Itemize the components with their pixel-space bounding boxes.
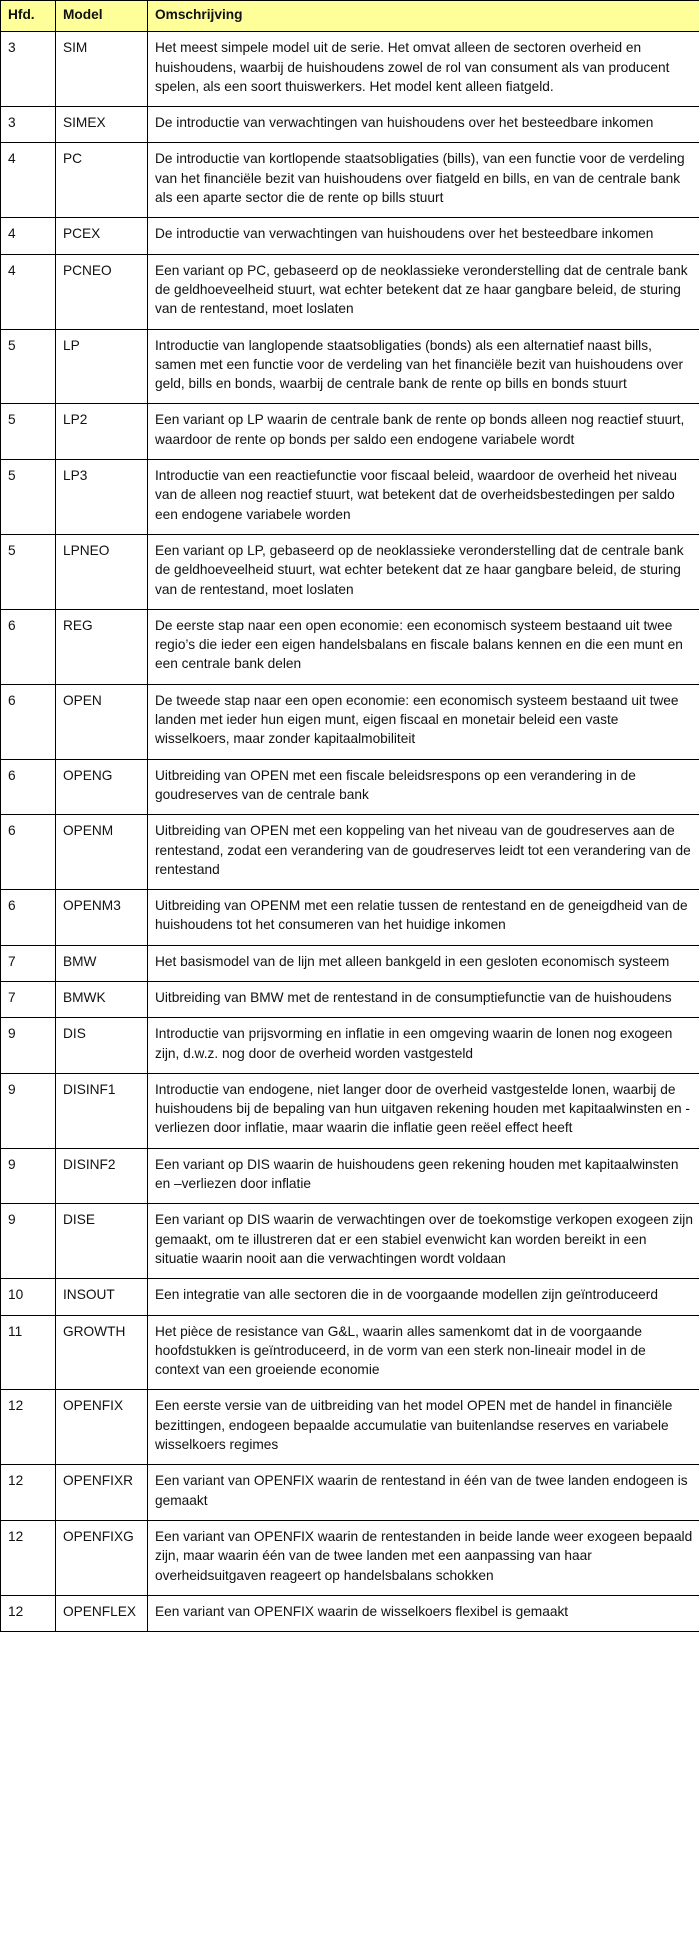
cell-omschrijving: Een variant op DIS waarin de verwachtingen over de toekomstige verkopen exogeen zijn gemaakt, om te illustreren dat er een stabiel evenwicht kan worden bereikt in een situatie waarin nooit aan die verwachtingen wordt voldaan (148, 1204, 699, 1279)
cell-omschrijving: De tweede stap naar een open economie: een economisch systeem bestaand uit twee landen met ieder hun eigen munt, eigen fiscaal en monetair beleid een vaste wisselkoers, maar zonder kapitaalmobiliteit (148, 684, 699, 759)
table-row (1, 1520, 699, 1595)
cell-omschrijving: Het meest simpele model uit de serie. Het omvat alleen de sectoren overheid en huishoudens, waarbij de huishoudens zowel de rol van consument als van producent spelen, als een soort thuiswerkers. Het model kent alleen fiatgeld. (148, 32, 699, 107)
cell-model: LP3 (56, 460, 148, 535)
cell-omschrijving: Een variant van OPENFIX waarin de rentestanden in beide lande weer exogeen bepaald zijn, maar waarin één van de twee landen met een aanpassing van haar overheidsuitgaven reageert op handelsbalans schokken (148, 1520, 699, 1595)
table-row (1, 684, 699, 759)
cell-model: REG (56, 609, 148, 684)
cell-hfd: 6 (1, 684, 56, 759)
cell-omschrijving: Introductie van endogene, niet langer door de overheid vastgestelde lonen, waarbij de huishoudens bij de bepaling van hun uitgaven rekening houden met kapitaalwinsten en -verliezen door inflatie, maar waarin die inflatie geen reëel effect heeft (148, 1073, 699, 1148)
cell-model: OPENFIXR (56, 1465, 148, 1521)
cell-hfd: 4 (1, 254, 56, 329)
table-row (1, 1390, 699, 1465)
cell-hfd: 6 (1, 609, 56, 684)
cell-hfd: 11 (1, 1315, 56, 1390)
cell-model: OPENFIXG (56, 1520, 148, 1595)
table-row (1, 254, 699, 329)
table-row (1, 759, 699, 815)
cell-hfd: 12 (1, 1390, 56, 1465)
cell-model: LPNEO (56, 534, 148, 609)
cell-model: INSOUT (56, 1279, 148, 1315)
cell-hfd: 12 (1, 1465, 56, 1521)
cell-omschrijving: Een variant van OPENFIX waarin de wisselkoers flexibel is gemaakt (148, 1595, 699, 1631)
table-row (1, 218, 699, 254)
cell-model: SIMEX (56, 107, 148, 143)
cell-hfd: 7 (1, 981, 56, 1017)
cell-omschrijving: Introductie van langlopende staatsobligaties (bonds) als een alternatief naast bills, samen met een functie voor de verdeling van het financiële bezit van huishoudens over geld, bills en bonds, waarbij de centrale bank de rente op bills en bonds stuurt (148, 329, 699, 404)
cell-omschrijving: Een integratie van alle sectoren die in de voorgaande modellen zijn geïntroduceerd (148, 1279, 699, 1315)
cell-omschrijving: Uitbreiding van OPENM met een relatie tussen de rentestand en de geneigdheid van de huishoudens tot het consumeren van het huidige inkomen (148, 890, 699, 946)
table-row (1, 1595, 699, 1631)
cell-hfd: 12 (1, 1520, 56, 1595)
cell-model: PCNEO (56, 254, 148, 329)
table-row (1, 945, 699, 981)
table-row (1, 329, 699, 404)
cell-model: OPENFIX (56, 1390, 148, 1465)
table-header-row (1, 1, 699, 32)
cell-omschrijving: Het pièce de resistance van G&L, waarin alles samenkomt dat in de voorgaande hoofdstukken is geïntroduceerd, in de vorm van een sterk non-lineair model in de context van een groeiende economie (148, 1315, 699, 1390)
table-row (1, 609, 699, 684)
cell-omschrijving: De eerste stap naar een open economie: een economisch systeem bestaand uit twee regio’s die ieder een eigen handelsbalans en fiscale balans kennen en die een munt en een centrale bank delen (148, 609, 699, 684)
table-body (1, 32, 699, 1632)
cell-omschrijving: Uitbreiding van OPEN met een fiscale beleidsrespons op een verandering in de goudreserves van de centrale bank (148, 759, 699, 815)
column-header-omschrijving: Omschrijving (148, 1, 699, 32)
cell-hfd: 9 (1, 1204, 56, 1279)
cell-omschrijving: Uitbreiding van BMW met de rentestand in de consumptiefunctie van de huishoudens (148, 981, 699, 1017)
cell-hfd: 9 (1, 1018, 56, 1074)
cell-hfd: 5 (1, 329, 56, 404)
table-row (1, 107, 699, 143)
table-row (1, 1148, 699, 1204)
cell-omschrijving: Een variant op LP waarin de centrale bank de rente op bonds alleen nog reactief stuurt, waardoor de rente op bonds per saldo een endogene variabele wordt (148, 404, 699, 460)
cell-model: OPENM (56, 815, 148, 890)
cell-model: DISINF1 (56, 1073, 148, 1148)
cell-omschrijving: Het basismodel van de lijn met alleen bankgeld in een gesloten economisch systeem (148, 945, 699, 981)
cell-omschrijving: Introductie van prijsvorming en inflatie in een omgeving waarin de lonen nog exogeen zijn, d.w.z. nog door de overheid worden vastgesteld (148, 1018, 699, 1074)
cell-omschrijving: De introductie van verwachtingen van huishoudens over het besteedbare inkomen (148, 218, 699, 254)
cell-model: OPENG (56, 759, 148, 815)
table-row (1, 981, 699, 1017)
cell-hfd: 12 (1, 1595, 56, 1631)
cell-hfd: 3 (1, 107, 56, 143)
table-row (1, 1315, 699, 1390)
cell-hfd: 5 (1, 460, 56, 535)
cell-hfd: 7 (1, 945, 56, 981)
cell-model: DISINF2 (56, 1148, 148, 1204)
cell-model: OPENM3 (56, 890, 148, 946)
table-row (1, 404, 699, 460)
cell-model: GROWTH (56, 1315, 148, 1390)
cell-hfd: 4 (1, 218, 56, 254)
table-row (1, 815, 699, 890)
cell-omschrijving: Een variant op LP, gebaseerd op de neoklassieke veronderstelling dat de centrale bank de geldhoeveelheid stuurt, wat echter betekent dat ze haar gangbare beleid, de sturing van de rentestand, moet loslaten (148, 534, 699, 609)
table-row (1, 1279, 699, 1315)
cell-omschrijving: Een variant op PC, gebaseerd op de neoklassieke veronderstelling dat de centrale bank de geldhoeveelheid stuurt, wat echter betekent dat ze haar gangbare beleid, de sturing van de rentestand, moet loslaten (148, 254, 699, 329)
table-row (1, 890, 699, 946)
cell-hfd: 9 (1, 1148, 56, 1204)
cell-omschrijving: Uitbreiding van OPEN met een koppeling van het niveau van de goudreserves aan de rentestand, zodat een verandering van de goudreserves leidt tot een verandering van de rentestand (148, 815, 699, 890)
cell-model: LP (56, 329, 148, 404)
cell-model: OPEN (56, 684, 148, 759)
cell-hfd: 10 (1, 1279, 56, 1315)
cell-model: DIS (56, 1018, 148, 1074)
cell-model: OPENFLEX (56, 1595, 148, 1631)
table-row (1, 32, 699, 107)
cell-hfd: 4 (1, 143, 56, 218)
cell-omschrijving: De introductie van verwachtingen van huishoudens over het besteedbare inkomen (148, 107, 699, 143)
cell-omschrijving: Een eerste versie van de uitbreiding van het model OPEN met de handel in financiële bezittingen, endogeen bepaalde accumulatie van buitenlandse reserves en variabele wisselkoers regimes (148, 1390, 699, 1465)
cell-model: BMW (56, 945, 148, 981)
cell-model: PCEX (56, 218, 148, 254)
table-row (1, 143, 699, 218)
cell-hfd: 5 (1, 534, 56, 609)
cell-hfd: 3 (1, 32, 56, 107)
table-row (1, 460, 699, 535)
cell-omschrijving: Een variant op DIS waarin de huishoudens geen rekening houden met kapitaalwinsten en –verliezen door inflatie (148, 1148, 699, 1204)
cell-omschrijving: De introductie van kortlopende staatsobligaties (bills), van een functie voor de verdeling van het financiële bezit van huishoudens over fiatgeld en bills, en van de centrale bank als een aparte sector die de rente op bills stuurt (148, 143, 699, 218)
cell-hfd: 6 (1, 890, 56, 946)
table-row (1, 1018, 699, 1074)
table-row (1, 534, 699, 609)
cell-model: LP2 (56, 404, 148, 460)
cell-omschrijving: Introductie van een reactiefunctie voor fiscaal beleid, waardoor de overheid het niveau van de alleen nog reactief stuurt, wat betekent dat de overheidsbestedingen per saldo een endogene variabele worden (148, 460, 699, 535)
cell-hfd: 5 (1, 404, 56, 460)
cell-model: BMWK (56, 981, 148, 1017)
cell-hfd: 6 (1, 759, 56, 815)
cell-hfd: 9 (1, 1073, 56, 1148)
table-row (1, 1204, 699, 1279)
table-row (1, 1465, 699, 1521)
table-row (1, 1073, 699, 1148)
column-header-model: Model (56, 1, 148, 32)
cell-hfd: 6 (1, 815, 56, 890)
cell-model: DISE (56, 1204, 148, 1279)
cell-model: PC (56, 143, 148, 218)
column-header-hfd: Hfd. (1, 1, 56, 32)
cell-omschrijving: Een variant van OPENFIX waarin de rentestand in één van de twee landen endogeen is gemaakt (148, 1465, 699, 1521)
cell-model: SIM (56, 32, 148, 107)
